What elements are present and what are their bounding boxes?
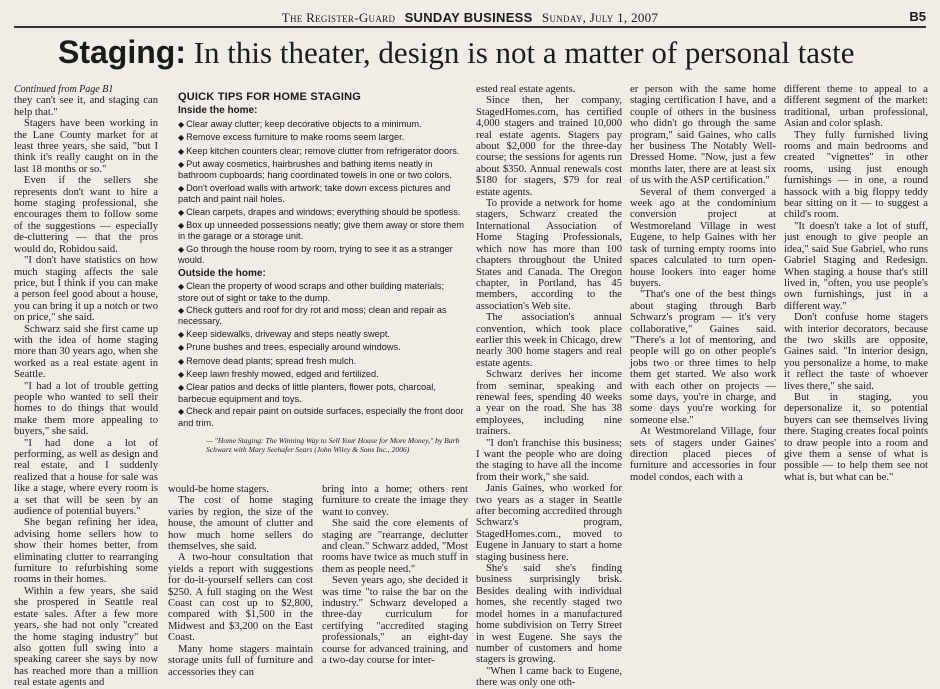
paragraph: er person with the same home staging certification I have, and a couple of others in the business who didn't go through the same program," said Gaines, who calls her business The Notably Well-Dressed Home. "Now, just a few months later, there are at least six of us with the ASP certification."	[630, 84, 776, 187]
paragraph: Don't confuse home stagers with interior decorators, because the two skills are opposite, Gaines said. "In interior design, you personalize a home, to make it reflect the taste of whoever lives there," she said.	[784, 312, 928, 392]
paragraph: bring into a home; others rent furniture to create the image they want to convey.	[322, 484, 468, 518]
page-number: B5	[909, 9, 926, 24]
tip-item: ◆ Clear away clutter; keep decorative objects to a minimum.	[178, 118, 422, 129]
paragraph: To provide a network for home stagers, Schwarz created the International Association of Home Staging Professionals, which now has more than 100 chapters throughout the United States and Canada. The Oregon chapter, in Portland, has 45 members, according to the association's Web site.	[476, 198, 622, 312]
paragraph: The cost of home staging varies by region, the size of the house, the amount of clutter and how much home sellers do themselves, she said.	[168, 495, 313, 553]
paragraph: She said the core elements of staging are "rearrange, declutter and clean." Schwarz added, "Most rooms have twice as much stuff in them as people need."	[322, 518, 468, 575]
article-headline	[58, 32, 918, 73]
tip-item: ◆ Don't overload walls with artwork; take down excess pictures and patch and paint nail holes.	[178, 182, 451, 205]
tip-item: ◆ Check and repair paint on outside surfaces, especially the front door and trim.	[178, 406, 464, 428]
tip-item: ◆ Keep sidewalks, driveway and steps neatly swept.	[178, 328, 390, 339]
bullet-icon: ◆	[178, 160, 185, 170]
section-name: SUNDAY BUSINESS	[404, 10, 533, 25]
article-column-4	[476, 84, 622, 689]
paragraph: Even if the sellers she represents don't want to hire a home staging professional, she encourages them to follow some of the suggestions — especially de-cluttering — that the pros would do, Robidou said.	[14, 175, 158, 255]
paragraph: Schwarz derives her income from seminar, speaking and renewal fees, spending 40 weeks a year on the road. She has 38 employees, including nine trainers.	[476, 369, 622, 438]
tip-item: ◆ Box up unneeded possessions neatly; give them away or store them in the garage or a storage unit.	[178, 220, 464, 242]
bullet-icon: ◆	[178, 146, 185, 156]
tips-inside-heading: Inside the home:	[178, 105, 258, 117]
bullet-icon: ◆	[178, 383, 185, 393]
bullet-icon: ◆	[178, 282, 185, 292]
bullet-icon: ◆	[178, 407, 185, 417]
paragraph: "That's one of the best things about staging through Barb Schwarz's program — it's very collaborative," Gaines said. "There's a lot of mentoring, and people will go on other people's jobs two or three times to help them get started. We also work with each other on projects — some days, you're in charge, and some days you're working for someone else."	[630, 289, 776, 426]
tip-item: ◆ Check gutters and roof for dry rot and moss; clean and repair as necessary.	[178, 304, 447, 327]
bullet-icon: ◆	[178, 356, 185, 366]
paragraph: They fully furnished living rooms and main bedrooms and created "vignettes" in other rooms, using just enough furnishings — in one, a round hassock with a big floppy teddy bear sitting on it — to suggest a child's room.	[784, 129, 928, 221]
paragraph: Schwarz said she first came up with the idea of home staging more than 30 years ago, when she worked as a real estate agent in Seattle.	[14, 323, 158, 381]
bullet-icon: ◆	[178, 119, 185, 129]
tip-item: ◆ Go through the house room by room, trying to see it as a stranger would.	[178, 243, 453, 266]
paragraph: At Westmoreland Village, four sets of stagers under Gaines' direction placed pieces of furniture and accessories in four model condos, each with a	[630, 426, 776, 483]
tip-item: ◆ Clear patios and decks of little planters, flower pots, charcoal, barbecue equipment and toys.	[178, 382, 436, 404]
masthead	[14, 4, 926, 28]
paragraph: The association's annual convention, which took place earlier this week in Chicago, drew nearly 300 home stagers and real estate agents.	[476, 312, 622, 369]
paragraph: "It doesn't take a lot of stuff, just enough to give people an idea," said Sue Gabriel, who runs Gabriel Staging and Redesign. When staging a house that's still lived in, "often, you use people's own furnishings, just in a different way."	[784, 220, 928, 312]
paragraph: "I had a lot of trouble getting people who wanted to sell their homes to do things that would make them more appealing to buyers," she said.	[14, 380, 158, 438]
tip-item: ◆ Put away cosmetics, hairbrushes and bathing items neatly in bathroom cupboards; hang coordinated towels in one or two colors.	[178, 159, 452, 181]
article-column-6	[784, 84, 928, 674]
tip-item: ◆ Remove excess furniture to make rooms seem larger.	[178, 132, 405, 143]
tips-outside-heading: Outside the home:	[178, 267, 266, 279]
issue-date: Sunday, July 1, 2007	[541, 10, 659, 25]
paragraph: "I don't franchise this business; I want the people who are doing the staging to have all the income from their work," she said.	[476, 437, 622, 483]
paragraph: "When I came back to Eugene, there was only one oth-	[476, 665, 622, 689]
bullet-icon: ◆	[178, 133, 185, 143]
tips-title: QUICK TIPS FOR HOME STAGING	[178, 91, 362, 103]
tips-source-credit: — "Home Staging: The Winning Way to Sell Your House for More Money," by Barb Schwarz with Mary Seehafer Sears (John Wiley & Sons Inc., 2006)	[206, 435, 460, 454]
paragraph: they can't see it, and staging can help that."	[14, 95, 158, 118]
paragraph: She's said she's finding business surprisingly brisk. Besides dealing with individual homes, she recently staged two model homes in a manufactured home subdivision on Terry Street in west Eugene. She says the number of customers and home stagers is growing.	[476, 563, 622, 666]
paragraph: "I had done a lot of performing, as well as design and real estate, and I suddenly realized that a house for sale was like a stage, where every room is a set that will be seen by an audience of potential buyers."	[14, 437, 158, 518]
headline-main: In this theater, design is not a matter of personal taste	[193, 35, 855, 70]
bullet-icon: ◆	[178, 369, 185, 379]
quick-tips-box	[166, 90, 466, 478]
paragraph: A two-hour consultation that yields a report with suggestions for do-it-yourself sellers can cost $250. A full staging on the West Coast can cost up to $2,800, compared with $1,500 in the Midwest and $3,200 on the East Coast.	[168, 552, 313, 644]
bullet-icon: ◆	[178, 244, 185, 254]
paragraph: "I don't have statistics on how much staging affects the sale price, but I think if you can make a person feel good about a house, you can bring it up a notch or two on price," she said.	[14, 255, 158, 324]
bullet-icon: ◆	[178, 305, 185, 315]
paragraph: She began refining her idea, advising home sellers how to show their homes better, from eliminating clutter to rearranging furniture to refurbishing some rooms in their homes.	[14, 517, 158, 586]
paragraph: Within a few years, she said she prospered in Seattle real estate sales. After a few more years, she had not only "created the home staging industry" but also gotten full swing into a speaking career she says by now has reached more than a million real estate agents and	[14, 585, 158, 689]
paragraph: Since then, her company, StagedHomes.com, has certified 4,000 stagers and trained 10,000 real estate agents. Stagers pay about $2,000 for the three-day course; the sessions for agents run about $350. Annual renewals cost $180 for stagers, $79 for real estate agents.	[476, 95, 622, 198]
paragraph: Stagers have been working in the Lane County market for at least three years, she said, "but I think it's really caught on in the last 18 months or so."	[14, 118, 158, 175]
tip-item: ◆ Clean the property of wood scraps and other building materials; store out of sight or take to the dump.	[178, 281, 445, 303]
paragraph: Many home stagers maintain storage units full of furniture and accessories they can	[168, 643, 313, 678]
article-column-2	[168, 484, 313, 678]
paragraph: Janis Gaines, who worked for two years as a stager in Seattle after becoming accredited through Schwarz's program, StagedHomes.com., moved to Eugene in January to start a home staging business here.	[476, 483, 622, 563]
paragraph: would-be home stagers.	[168, 484, 269, 495]
tip-item: ◆ Clean carpets, drapes and windows; everything should be spotless.	[178, 206, 461, 217]
article-column-1	[14, 84, 158, 689]
paragraph: But in staging, you depersonalize it, so potential buyers can see themselves living there. Staging creates focal points to draw people into a room and give them a sense of what is possible — to help them see not what is, but what can be."	[784, 391, 928, 483]
article-column-3	[322, 484, 468, 674]
tip-item: ◆ Keep lawn freshly mowed, edged and fertilized.	[178, 368, 379, 379]
bullet-icon: ◆	[178, 343, 185, 353]
bullet-icon: ◆	[178, 329, 185, 339]
paragraph: Several of them converged a week ago at the condominium conversion project at Westmoreland Village in west Eugene, to help Gaines with her task of turning empty rooms into spaces calculated to turn open-house lookers into eager home buyers.	[630, 186, 776, 289]
tip-item: ◆ Keep kitchen counters clear; remove clutter from refrigerator doors.	[178, 145, 460, 156]
bullet-icon: ◆	[178, 207, 185, 217]
jump-line: Continued from Page B1	[14, 84, 114, 95]
bullet-icon: ◆	[178, 221, 185, 231]
paragraph: different theme to appeal to a different segment of the market: traditional, urban professional, Asian and color splash.	[784, 84, 928, 130]
newspaper-name: The Register-Guard	[281, 10, 396, 25]
bullet-icon: ◆	[178, 183, 185, 193]
tip-item: ◆ Remove dead plants; spread fresh mulch.	[178, 355, 357, 366]
masthead-line	[14, 10, 926, 26]
tip-item: ◆ Prune bushes and trees, especially around windows.	[178, 342, 401, 353]
paragraph: Seven years ago, she decided it was time "to raise the bar on the industry." Schwarz developed a three-day curriculum for certifying "accredited staging professionals," an eight-day course for advanced training, and a two-day course for inter-	[322, 575, 468, 667]
headline-kicker: Staging:	[58, 34, 186, 70]
paragraph: ested real estate agents.	[476, 84, 576, 95]
article-column-5	[630, 84, 776, 674]
